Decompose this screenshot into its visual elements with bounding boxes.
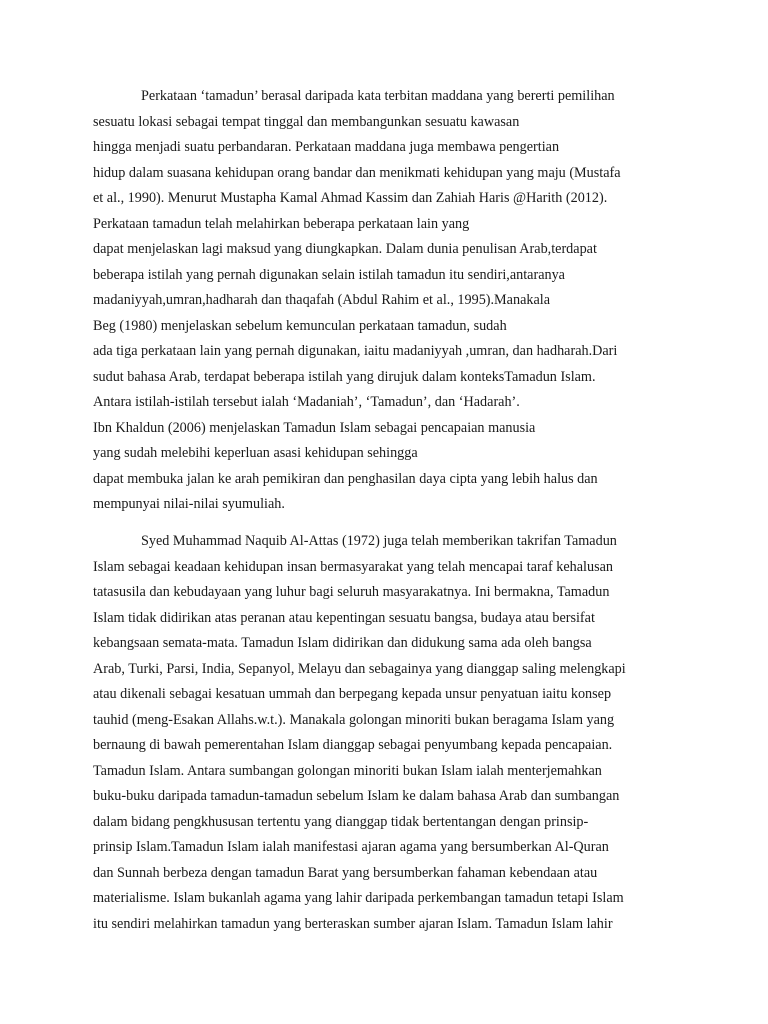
text-line: hidup dalam suasana kehidupan orang bandar dan menikmati kehidupan yang maju (Mustafa [93, 164, 621, 181]
text-line: kebangsaan semata-mata. Tamadun Islam didirikan dan didukung sama ada oleh bangsa [93, 635, 592, 651]
text-line: materialisme. Islam bukanlah agama yang lahir daripada perkembangan tamadun tetapi Islam [93, 890, 624, 906]
text-line: tatasusila dan kebudayaan yang luhur bagi seluruh masyarakatnya. Ini bermakna, Tamadun [93, 584, 610, 600]
text-line: hingga menjadi suatu perbandaran. Perkataan maddana juga membawa pengertian [93, 139, 560, 155]
text-line: madaniyyah,umran,hadharah dan thaqafah (Abdul Rahim et al., 1995).Manakala [93, 292, 550, 308]
text-line: beberapa istilah yang pernah digunakan selain istilah tamadun itu sendiri,antaranya [93, 266, 565, 283]
text-line: bernaung di bawah pemerentahan Islam dianggap sebagai penyumbang kepada pencapaian. [93, 737, 613, 753]
text-line: itu sendiri melahirkan tamadun yang berteraskan sumber ajaran Islam. Tamadun Islam lahir [93, 915, 613, 932]
text-line: ada tiga perkataan lain yang pernah digunakan, iaitu madaniyyah ,umran, dan hadharah.Dari [93, 343, 618, 359]
text-line: dalam bidang pengkhususan tertentu yang dianggap tidak bertentangan dengan prinsip- [93, 813, 589, 830]
text-line: Syed Muhammad Naquib Al-Attas (1972) juga telah memberikan takrifan Tamadun [141, 533, 617, 549]
text-line: mempunyai nilai-nilai syumuliah. [93, 496, 285, 512]
text-line: atau dikenali sebagai kesatuan ummah dan berpegang kepada unsur penyatuan iaitu konsep [93, 686, 612, 702]
text-line: Antara istilah-istilah tersebut ialah ‘Madaniah’, ‘Tamadun’, dan ‘Hadarah’. [93, 394, 520, 410]
text-line: Islam tidak didirikan atas peranan atau kepentingan sesuatu bangsa, budaya atau bersifat [93, 609, 595, 626]
text-line: dapat menjelaskan lagi maksud yang diungkapkan. Dalam dunia penulisan Arab,terdapat [93, 241, 597, 257]
text-line: buku-buku daripada tamadun-tamadun sebelum Islam ke dalam bahasa Arab dan sumbangan [93, 788, 620, 804]
text-line: Ibn Khaldun (2006) menjelaskan Tamadun Islam sebagai pencapaian manusia [93, 419, 536, 436]
text-line: Perkataan tamadun telah melahirkan beberapa perkataan lain yang [93, 215, 470, 232]
text-line: Beg (1980) menjelaskan sebelum kemunculan perkataan tamadun, sudah [93, 317, 507, 334]
text-line: yang sudah melebihi keperluan asasi kehidupan sehingga [93, 445, 418, 461]
text-line: sesuatu lokasi sebagai tempat tinggal dan membangunkan sesuatu kawasan [93, 113, 520, 130]
text-line: dapat membuka jalan ke arah pemikiran dan penghasilan daya cipta yang lebih halus dan [93, 470, 598, 487]
paragraph-al-attas-definition [93, 529, 693, 937]
text-line: Islam sebagai keadaan kehidupan insan bermasyarakat yang telah mencapai taraf kehalusan [93, 558, 613, 575]
paragraph-tamadun-definition [93, 84, 693, 518]
text-line: sudut bahasa Arab, terdapat beberapa istilah yang dirujuk dalam konteksTamadun Islam. [93, 368, 596, 385]
text-line: prinsip Islam.Tamadun Islam ialah manifestasi ajaran agama yang bersumberkan Al-Quran [93, 839, 609, 855]
text-line: Perkataan ‘tamadun’ berasal daripada kata terbitan maddana yang bererti pemilihan [141, 88, 615, 104]
text-line: et al., 1990). Menurut Mustapha Kamal Ahmad Kassim dan Zahiah Haris @Harith (2012). [93, 190, 608, 206]
text-line: tauhid (meng-Esakan Allahs.w.t.). Manakala golongan minoriti bukan beragama Islam yang [93, 711, 615, 728]
text-line: Arab, Turki, Parsi, India, Sepanyol, Melayu dan sebagainya yang dianggap saling melengkapi [93, 660, 626, 677]
text-line: dan Sunnah berbeza dengan tamadun Barat yang bersumberkan fahaman kebendaan atau [93, 864, 598, 881]
text-line: Tamadun Islam. Antara sumbangan golongan minoriti bukan Islam ialah menterjemahkan [93, 762, 602, 779]
